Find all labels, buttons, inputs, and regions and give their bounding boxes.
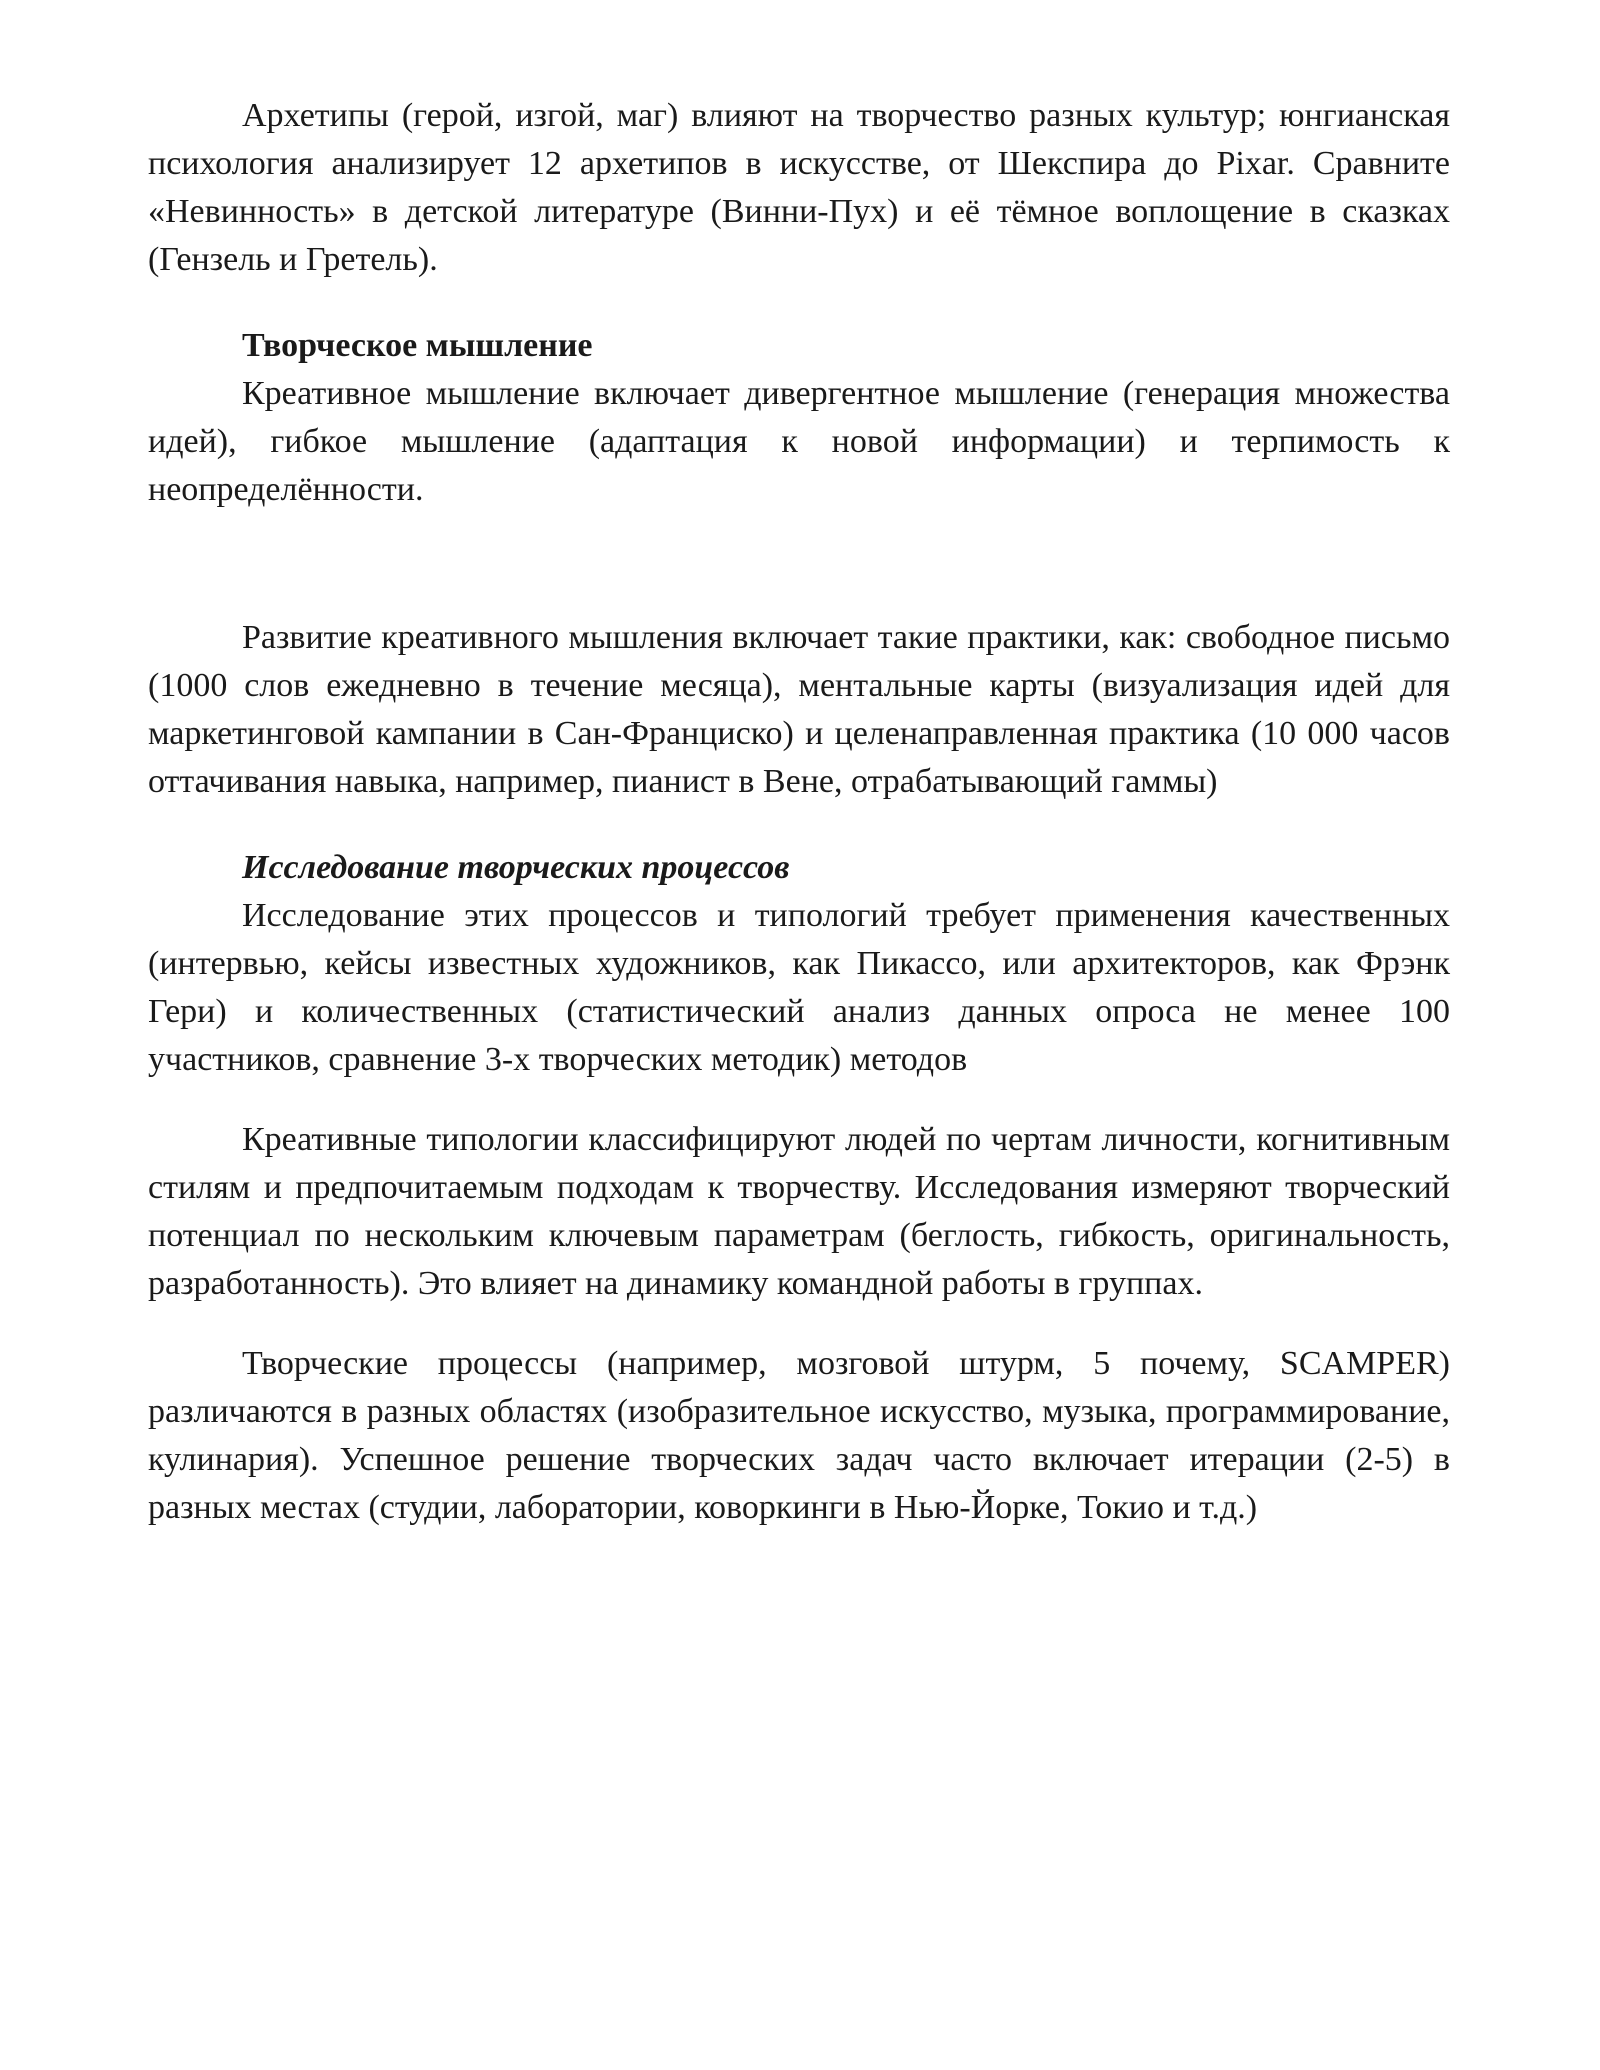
- paragraph-creative-thinking: Креативное мышление включает дивергентное мышление (генерация множества идей), гибкое мышление (адаптация к новой информации) и терпимость к неопределённости.: [148, 375, 1450, 508]
- paragraph-archetypes: Архетипы (герой, изгой, маг) влияют на творчество разных культур; юнгианская психология анализирует 12 архетипов в искусстве, от Шекспира до Pixar. Сравните «Невинность» в детской литературе (Винни-Пух) и её тёмное воплощение в сказках (Гензель и Гретель).: [148, 97, 1450, 278]
- document-page: [148, 92, 1450, 1532]
- spacer: [148, 514, 1450, 614]
- paragraph-development-practices: Развитие креативного мышления включает такие практики, как: свободное письмо (1000 слов ежедневно в течение месяца), ментальные карты (визуализация идей для маркетинговой кампании в Сан-Франциско) и целенаправленная практика (10 000 часов оттачивания навыка, например, пианист в Вене, отрабатывающий гаммы): [148, 619, 1450, 800]
- paragraph-typologies: Креативные типологии классифицируют людей по чертам личности, когнитивным стилям и предпочитаемым подходам к творчеству. Исследования измеряют творческий потенциал по нескольким ключевым параметрам (беглость, гибкость, оригинальность, разработанность). Это влияет на динамику командной работы в группах.: [148, 1121, 1450, 1302]
- spacer: [148, 1084, 1450, 1116]
- paragraph-creative-processes: Творческие процессы (например, мозговой штурм, 5 почему, SCAMPER) различаются в разных областях (изобразительное искусство, музыка, программирование, кулинария). Успешное решение творческих задач часто включает итерации (2-5) в разных местах (студии, лаборатории, коворкинги в Нью-Йорке, Токио и т.д.): [148, 1345, 1450, 1526]
- spacer: [148, 806, 1450, 844]
- heading-creative-thinking: Творческое мышление: [242, 327, 593, 364]
- spacer: [148, 1308, 1450, 1340]
- spacer: [148, 284, 1450, 322]
- paragraph-research-methods: Исследование этих процессов и типологий требует применения качественных (интервью, кейсы известных художников, как Пикассо, или архитекторов, как Фрэнк Гери) и количественных (статистический анализ данных опроса не менее 100 участников, сравнение 3-х творческих методик) методов: [148, 897, 1450, 1078]
- heading-research-processes: Исследование творческих процессов: [242, 849, 790, 886]
